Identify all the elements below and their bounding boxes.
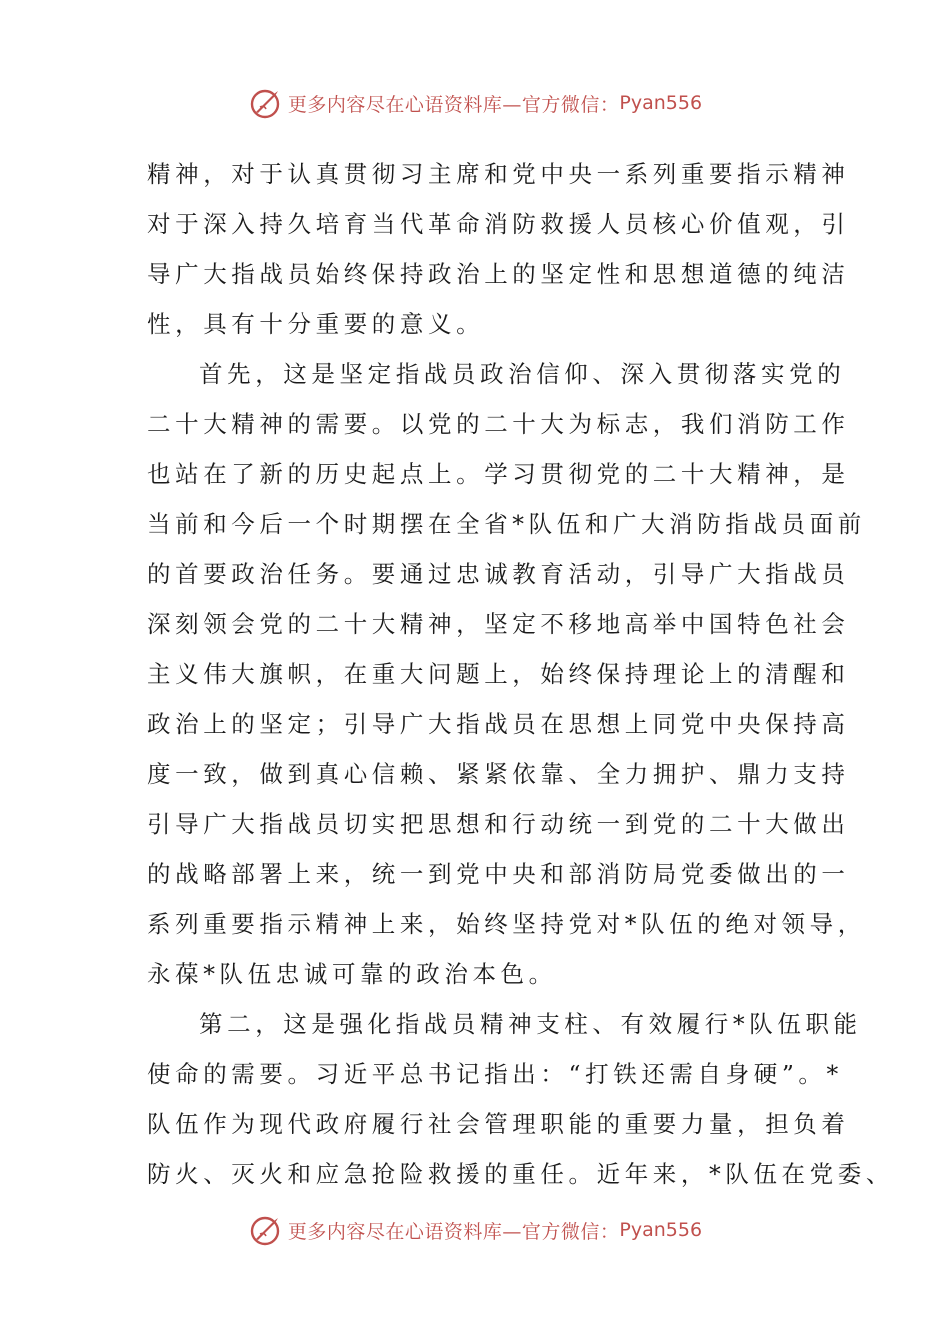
text-line: 精神，对于认真贯彻习主席和党中央一系列重要指示精神 (147, 160, 850, 188)
text-line: 引导广大指战员切实把思想和行动统一到党的二十大做出 (147, 810, 850, 838)
header-banner (0, 83, 950, 123)
header-banner-id: Pyan556 (619, 92, 703, 114)
text-line: 性，具有十分重要的意义。 (147, 310, 485, 338)
paragraph-first-line: 首先，这是坚定指战员政治信仰、深入贯彻落实党的 (199, 360, 846, 388)
pen-logo-icon (248, 85, 284, 121)
footer-banner (0, 1210, 950, 1250)
text-line: 使命的需要。习近平总书记指出：“打铁还需自身硬”。* (147, 1060, 843, 1088)
footer-banner-id: Pyan556 (619, 1219, 703, 1241)
text-line: 的首要政治任务。要通过忠诚教育活动，引导广大指战员 (147, 560, 850, 588)
text-line: 系列重要指示精神上来，始终坚持党对*队伍的绝对领导， (147, 910, 866, 938)
pen-logo-icon (248, 1212, 284, 1248)
text-line: 队伍作为现代政府履行社会管理职能的重要力量，担负着 (147, 1110, 850, 1138)
text-line: 导广大指战员始终保持政治上的坚定性和思想道德的纯洁 (147, 260, 850, 288)
footer-banner-text: 更多内容尽在心语资料库—官方微信： (287, 1220, 620, 1243)
text-line: 对于深入持久培育当代革命消防救援人员核心价值观，引 (147, 210, 850, 238)
text-line: 的战略部署上来，统一到党中央和部消防局党委做出的一 (147, 860, 850, 888)
text-line: 当前和今后一个时期摆在全省*队伍和广大消防指战员面前 (147, 510, 866, 538)
text-line: 永葆*队伍忠诚可靠的政治本色。 (147, 960, 557, 988)
paragraph-first-line: 第二，这是强化指战员精神支柱、有效履行*队伍职能 (199, 1010, 862, 1038)
text-line: 度一致，做到真心信赖、紧紧依靠、全力拥护、鼎力支持 (147, 760, 850, 788)
header-banner-text: 更多内容尽在心语资料库—官方微信： (287, 93, 620, 116)
text-line: 也站在了新的历史起点上。学习贯彻党的二十大精神，是 (147, 460, 850, 488)
text-line: 深刻领会党的二十大精神，坚定不移地高举中国特色社会 (147, 610, 850, 638)
document-body (147, 149, 894, 1199)
text-line: 防火、灭火和应急抢险救援的重任。近年来，*队伍在党委、 (147, 1160, 894, 1188)
text-line: 主义伟大旗帜，在重大问题上，始终保持理论上的清醒和 (147, 660, 850, 688)
text-line: 二十大精神的需要。以党的二十大为标志，我们消防工作 (147, 410, 850, 438)
text-line: 政治上的坚定；引导广大指战员在思想上同党中央保持高 (147, 710, 850, 738)
